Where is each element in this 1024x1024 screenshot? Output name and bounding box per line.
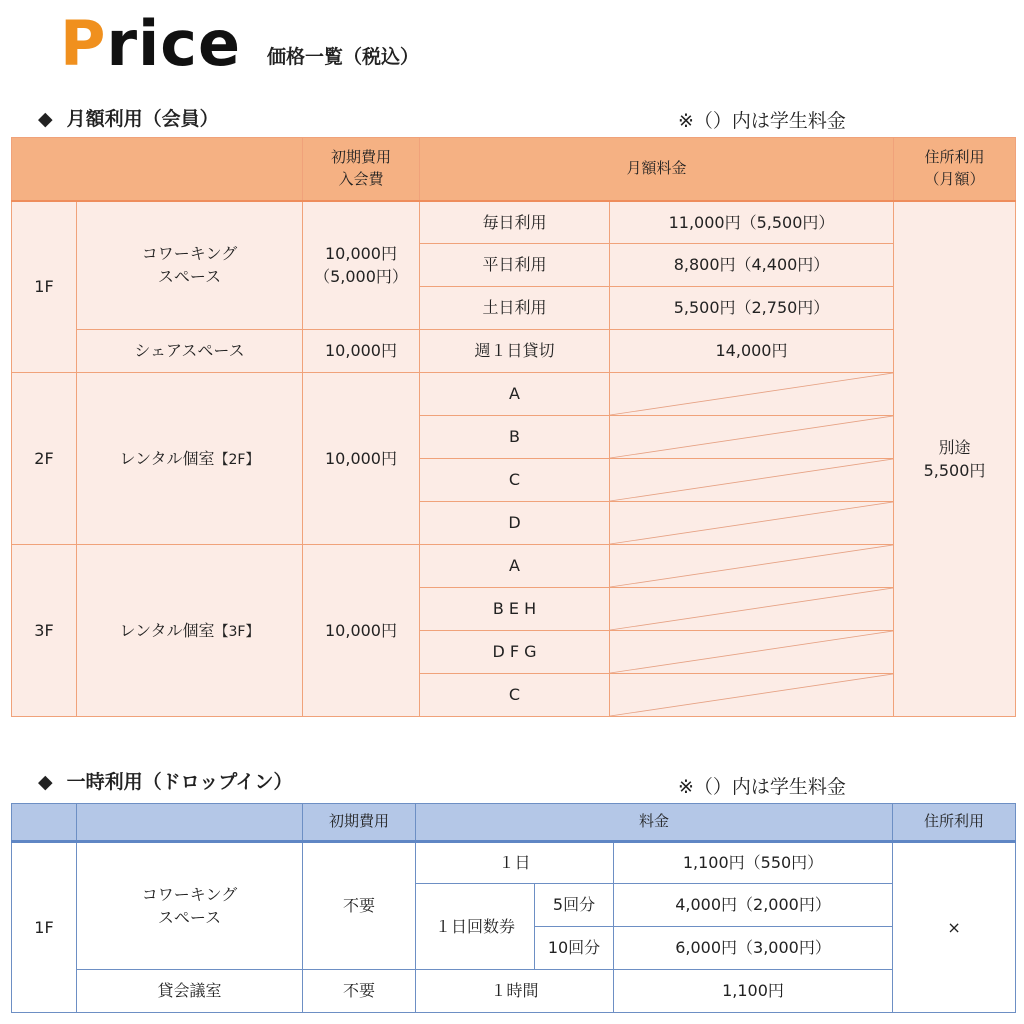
coworking-initial-fee: 不要 (303, 842, 416, 970)
table-row (12, 330, 1016, 373)
price-not-listed (610, 631, 894, 674)
table-row (12, 373, 1016, 416)
plan-name: 平日利用 (420, 244, 610, 287)
table-row (12, 201, 1016, 244)
meeting-room-name: 貸会議室 (77, 970, 303, 1013)
header-blank (12, 138, 303, 201)
floor-label: 3F (12, 545, 77, 717)
meeting-room-initial-fee: 不要 (303, 970, 416, 1013)
room-id: C (420, 674, 610, 717)
student-price-note: ※（）内は学生料金 (678, 776, 846, 798)
header-monthly-fee: 月額料金 (420, 138, 894, 201)
room-id: B (420, 416, 610, 459)
coworking-initial-fee: 10,000円 （5,000円） (303, 201, 420, 330)
header-initial-fee: 初期費用 入会費 (303, 138, 420, 201)
price-not-listed (610, 459, 894, 502)
address-use-value: 別途 5,500円 (894, 201, 1016, 717)
price-not-listed (610, 674, 894, 717)
table-row (12, 545, 1016, 588)
ticket-label: １日回数券 (416, 884, 535, 970)
plan-price: 1,100円（550円） (614, 842, 893, 884)
student-price-note: ※（）内は学生料金 (678, 110, 846, 132)
plan-price: 4,000円（2,000円） (614, 884, 893, 927)
plan-name: 土日利用 (420, 287, 610, 330)
address-use-value: × (893, 842, 1016, 1013)
header-address-use: 住所利用 (893, 804, 1016, 842)
room-id: D (420, 502, 610, 545)
table-header-row (12, 804, 1016, 842)
floor-label: 2F (12, 373, 77, 545)
plan-price: 5,500円（2,750円） (610, 287, 894, 330)
rental-room-initial-fee: 10,000円 (303, 545, 420, 717)
page-subtitle: 価格一覧（税込） (267, 46, 420, 68)
dropin-price-table (11, 803, 1016, 1013)
plan-price: 8,800円（4,400円） (610, 244, 894, 287)
diamond-icon: ◆ (38, 771, 53, 793)
table-row (12, 970, 1016, 1013)
share-space-initial-fee: 10,000円 (303, 330, 420, 373)
rental-room-name: レンタル個室【2F】 (77, 373, 303, 545)
price-not-listed (610, 545, 894, 588)
price-not-listed (610, 502, 894, 545)
plan-price: 6,000円（3,000円） (614, 927, 893, 970)
plan-name: １日 (416, 842, 614, 884)
room-id: D F G (420, 631, 610, 674)
header-address-use: 住所利用 （月額） (894, 138, 1016, 201)
table-row (12, 842, 1016, 884)
monthly-price-table (11, 137, 1016, 717)
rental-room-initial-fee: 10,000円 (303, 373, 420, 545)
section-dropin-heading: ◆ 一時利用（ドロップイン） (38, 771, 293, 793)
coworking-space-name: コワーキング スペース (77, 201, 303, 330)
price-not-listed (610, 416, 894, 459)
room-id: A (420, 545, 610, 588)
room-id: B E H (420, 588, 610, 631)
plan-name: 毎日利用 (420, 201, 610, 244)
ticket-count: 10回分 (535, 927, 614, 970)
plan-price: 14,000円 (610, 330, 894, 373)
room-id: A (420, 373, 610, 416)
plan-name: 週１日貸切 (420, 330, 610, 373)
section-monthly-heading: ◆ 月額利用（会員） (38, 108, 219, 130)
floor-label: 1F (12, 842, 77, 1013)
diamond-icon: ◆ (38, 108, 53, 130)
ticket-count: 5回分 (535, 884, 614, 927)
plan-price: 1,100円 (614, 970, 893, 1013)
page-title: Price (60, 7, 242, 80)
header-blank (12, 804, 77, 842)
share-space-name: シェアスペース (77, 330, 303, 373)
rental-room-name: レンタル個室【3F】 (77, 545, 303, 717)
price-not-listed (610, 588, 894, 631)
header-blank (77, 804, 303, 842)
coworking-space-name: コワーキング スペース (77, 842, 303, 970)
plan-name: １時間 (416, 970, 614, 1013)
plan-price: 11,000円（5,500円） (610, 201, 894, 244)
header-fee: 料金 (416, 804, 893, 842)
table-header-row (12, 138, 1016, 201)
header-initial-fee: 初期費用 (303, 804, 416, 842)
floor-label: 1F (12, 201, 77, 373)
room-id: C (420, 459, 610, 502)
price-not-listed (610, 373, 894, 416)
